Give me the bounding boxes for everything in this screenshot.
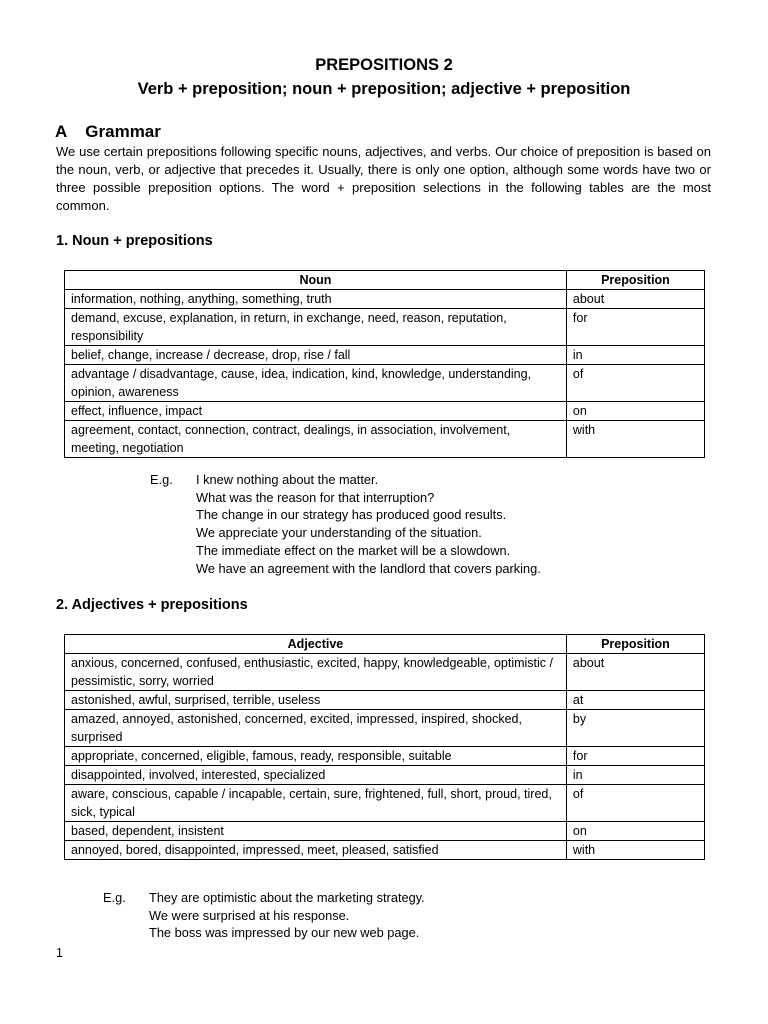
page-number: 1 <box>56 946 63 960</box>
table-header-noun: Noun <box>65 271 567 290</box>
table-header-preposition: Preposition <box>566 635 704 654</box>
example-sentence: I knew nothing about the matter. <box>196 472 379 487</box>
example-sentence: The immediate effect on the market will be a slowdown. <box>196 542 511 558</box>
example-sentence: We appreciate your understanding of the situation. <box>196 525 482 541</box>
adjective-preposition-table <box>64 634 705 860</box>
table-row <box>65 654 705 691</box>
table-row <box>65 402 705 421</box>
example-sentence: The change in our strategy has produced good results. <box>196 507 507 523</box>
example-sentence: We have an agreement with the landlord that covers parking. <box>196 560 541 576</box>
row-words: effect, influence, impact <box>65 402 567 421</box>
row-words: astonished, awful, surprised, terrible, useless <box>65 691 567 710</box>
noun-preposition-table <box>64 270 705 458</box>
table-row <box>65 710 705 747</box>
section-name: Grammar <box>85 122 161 141</box>
row-preposition: with <box>566 841 704 860</box>
table-header-preposition: Preposition <box>566 271 704 290</box>
row-words: appropriate, concerned, eligible, famous, ready, responsible, suitable <box>65 747 567 766</box>
noun-section-heading: 1. Noun + prepositions <box>56 233 213 249</box>
row-preposition: on <box>566 822 704 841</box>
row-words: agreement, contact, connection, contract, dealings, in association, involvement, meeting, negotiation <box>65 421 567 458</box>
row-preposition: for <box>566 747 704 766</box>
row-words: aware, conscious, capable / incapable, certain, sure, frightened, full, short, proud, tired, sick, typical <box>65 785 567 822</box>
row-words: disappointed, involved, interested, specialized <box>65 766 567 785</box>
table-row <box>65 346 705 365</box>
row-words: advantage / disadvantage, cause, idea, indication, kind, knowledge, understanding, opinion, awareness <box>65 365 567 402</box>
table-row <box>65 822 705 841</box>
example-sentence: They are optimistic about the marketing strategy. <box>149 890 425 905</box>
row-preposition: in <box>566 766 704 785</box>
table-row <box>65 785 705 822</box>
row-words: based, dependent, insistent <box>65 822 567 841</box>
row-preposition: of <box>566 365 704 402</box>
example-label: E.g. <box>150 472 173 487</box>
page-subtitle: Verb + preposition; noun + preposition; adjective + preposition <box>137 80 631 98</box>
row-preposition: on <box>566 402 704 421</box>
row-words: annoyed, bored, disappointed, impressed, meet, pleased, satisfied <box>65 841 567 860</box>
row-preposition: of <box>566 785 704 822</box>
row-words: belief, change, increase / decrease, drop, rise / fall <box>65 346 567 365</box>
table-row <box>65 691 705 710</box>
example-sentence: We were surprised at his response. <box>149 907 350 923</box>
example-sentence: The boss was impressed by our new web page. <box>149 925 420 941</box>
table-row <box>65 365 705 402</box>
example-sentence: What was the reason for that interruption? <box>196 489 435 505</box>
section-heading <box>55 122 179 142</box>
row-words: information, nothing, anything, something, truth <box>65 290 567 309</box>
example-label: E.g. <box>103 890 126 905</box>
section-letter: A <box>55 122 68 141</box>
row-preposition: in <box>566 346 704 365</box>
page-title: PREPOSITIONS 2 <box>315 56 453 74</box>
row-preposition: at <box>566 691 704 710</box>
row-preposition: about <box>566 654 704 691</box>
row-preposition: by <box>566 710 704 747</box>
table-row <box>65 747 705 766</box>
adjective-section-heading: 2. Adjectives + prepositions <box>56 597 248 613</box>
row-preposition: about <box>566 290 704 309</box>
table-row <box>65 309 705 346</box>
intro-paragraph: We use certain prepositions following specific nouns, adjectives, and verbs. Our choice of preposition is based on the noun, verb, or adjective that precedes it. Usually, there is only one option, although some words have two or three possible preposition options. The word + preposition selections in the following tables are the most common. <box>56 144 711 213</box>
row-preposition: with <box>566 421 704 458</box>
table-row <box>65 766 705 785</box>
table-header-adjective: Adjective <box>65 635 567 654</box>
row-words: demand, excuse, explanation, in return, in exchange, need, reason, reputation, responsibility <box>65 309 567 346</box>
row-words: anxious, concerned, confused, enthusiastic, excited, happy, knowledgeable, optimistic / pessimistic, sorry, worried <box>65 654 567 691</box>
table-row <box>65 841 705 860</box>
row-preposition: for <box>566 309 704 346</box>
row-words: amazed, annoyed, astonished, concerned, excited, impressed, inspired, shocked, surprised <box>65 710 567 747</box>
table-row <box>65 290 705 309</box>
table-row <box>65 421 705 458</box>
